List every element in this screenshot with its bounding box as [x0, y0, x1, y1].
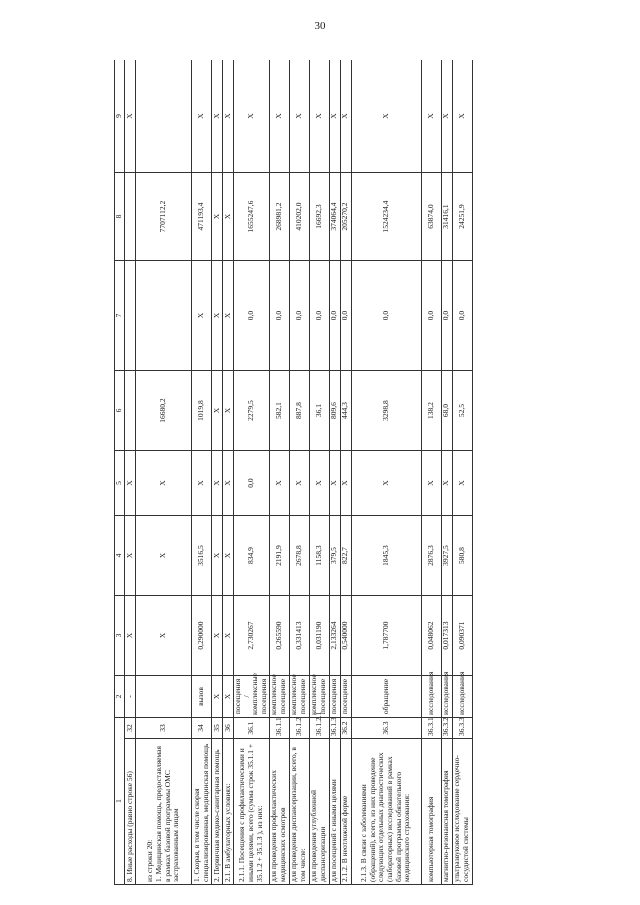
- cell-name: магнитно-резонансная томография: [441, 739, 452, 885]
- cell-c9: X: [212, 60, 223, 173]
- cell-c3: X: [136, 596, 192, 676]
- cell-c8: 7707112,2: [136, 173, 192, 261]
- cell-line: 35: [212, 718, 223, 739]
- cell-unit: вызов: [192, 676, 212, 718]
- table-row: [192, 60, 212, 885]
- cell-c4: X: [223, 516, 234, 596]
- cell-c4: 2678,8: [289, 516, 309, 596]
- cell-c6: 3298,8: [351, 371, 421, 451]
- cost-table: [114, 60, 473, 885]
- cell-c9: X: [329, 60, 340, 173]
- cell-c9: X: [309, 60, 329, 173]
- table-row: [340, 60, 351, 885]
- cell-c9: X: [223, 60, 234, 173]
- cell-line: 36.2: [340, 718, 351, 739]
- cell-c5: X: [125, 451, 136, 516]
- cell-unit: исследования: [441, 676, 452, 718]
- cell-c7: 0,0: [329, 261, 340, 371]
- cell-c8: X: [223, 173, 234, 261]
- cell-c7: 0,0: [309, 261, 329, 371]
- cell-c8: 1655247,6: [234, 173, 270, 261]
- cell-c6: 809,6: [329, 371, 340, 451]
- cell-c6: 52,5: [452, 371, 472, 451]
- table-row: [351, 60, 421, 885]
- cell-c5: X: [340, 451, 351, 516]
- cell-c6: [125, 371, 136, 451]
- cell-c4: 2191,9: [269, 516, 289, 596]
- cell-c5: X: [192, 451, 212, 516]
- cell-c5: X: [309, 451, 329, 516]
- cell-c8: 1524234,4: [351, 173, 421, 261]
- cell-c7: [125, 261, 136, 371]
- table-row: [136, 60, 192, 885]
- header-row: [115, 60, 125, 885]
- cell-line: 36.3.2: [441, 718, 452, 739]
- cell-c8: 24251,9: [452, 173, 472, 261]
- cell-c8: 410202,0: [289, 173, 309, 261]
- cell-line: 33: [136, 718, 192, 739]
- cell-line: 34: [192, 718, 212, 739]
- cell-c9: X: [452, 60, 472, 173]
- cell-name: из строки 20: 1. Медицинская помощь, предоставляемая в рамках базовой программы ОМС застрахованным лицам: [136, 739, 192, 885]
- header-col-4: 4: [115, 516, 125, 596]
- cell-c5: X: [441, 451, 452, 516]
- cell-c4: X: [125, 516, 136, 596]
- cell-c6: X: [212, 371, 223, 451]
- cell-c7: 0,0: [289, 261, 309, 371]
- cell-c9: X: [351, 60, 421, 173]
- cell-c5: X: [452, 451, 472, 516]
- cell-unit: комплексное посещение: [289, 676, 309, 718]
- cell-c7: 0,0: [351, 261, 421, 371]
- cell-name: 2.1.3. В связи с заболеваниями (обращений), всего, из них проведение следующих отдельных диагностических (лабораторных) исследований в рамках базовой программы обязательного медицинского страхования:: [351, 739, 421, 885]
- cell-c5: X: [223, 451, 234, 516]
- cell-c9: X: [421, 60, 441, 173]
- cell-c3: X: [223, 596, 234, 676]
- table-row: [309, 60, 329, 885]
- cell-c7: [136, 261, 192, 371]
- cell-c3: 1,787700: [351, 596, 421, 676]
- cell-c5: X: [269, 451, 289, 516]
- cell-c6: 2279,5: [234, 371, 270, 451]
- cell-c4: 3516,5: [192, 516, 212, 596]
- cell-c4: 1845,3: [351, 516, 421, 596]
- cell-line: 36.3.1: [421, 718, 441, 739]
- cell-c6: 68,0: [441, 371, 452, 451]
- table-row: [269, 60, 289, 885]
- rotated-table-area: [114, 60, 544, 885]
- cell-c6: 444,3: [340, 371, 351, 451]
- cell-c9: [136, 60, 192, 173]
- cell-c4: 834,9: [234, 516, 270, 596]
- cell-c9: X: [269, 60, 289, 173]
- cell-c8: X: [212, 173, 223, 261]
- table-row: [441, 60, 452, 885]
- cell-name: для проведения диспансеризации, всего, в том числе:: [289, 739, 309, 885]
- cell-unit: -: [125, 676, 136, 718]
- cell-c8: 374064,4: [329, 173, 340, 261]
- cell-c3: 2,730267: [234, 596, 270, 676]
- cell-name: 1. Скорая, в том числе скорая специализированная, медицинская помощь: [192, 739, 212, 885]
- cell-c5: 0,0: [234, 451, 270, 516]
- cell-c7: 0,0: [269, 261, 289, 371]
- cell-c3: 0,265590: [269, 596, 289, 676]
- cell-line: 36.1.2.1: [309, 718, 329, 739]
- cell-c6: 1019,8: [192, 371, 212, 451]
- cell-line: 36: [223, 718, 234, 739]
- cell-name: 8. Иные расходы (равно строке 56): [125, 739, 136, 885]
- cell-c9: X: [340, 60, 351, 173]
- cell-c9: X: [125, 60, 136, 173]
- cell-c9: X: [192, 60, 212, 173]
- cell-c4: 1158,3: [309, 516, 329, 596]
- cell-c3: 2,133264: [329, 596, 340, 676]
- cell-c7: X: [212, 261, 223, 371]
- cell-line: 36.1.1: [269, 718, 289, 739]
- table-row: [125, 60, 136, 885]
- cell-c3: X: [212, 596, 223, 676]
- header-col-5: 5: [115, 451, 125, 516]
- cell-c3: X: [125, 596, 136, 676]
- cell-c3: 0,331413: [289, 596, 309, 676]
- cell-c5: X: [212, 451, 223, 516]
- cell-name: ультразвуковое исследование сердечно-сосудистой системы: [452, 739, 472, 885]
- cell-line: 36.3: [351, 718, 421, 739]
- cell-c3: 0,017313: [441, 596, 452, 676]
- cell-c7: 0,0: [421, 261, 441, 371]
- cell-unit: обращение: [351, 676, 421, 718]
- cell-c7: 0,0: [441, 261, 452, 371]
- cell-c8: 471193,4: [192, 173, 212, 261]
- cell-unit: посещения / комплексные посещения: [234, 676, 270, 718]
- cell-c3: 0,540000: [340, 596, 351, 676]
- cell-unit: посещение: [340, 676, 351, 718]
- cell-c7: 0,0: [340, 261, 351, 371]
- cell-c3: 0,031190: [309, 596, 329, 676]
- cell-name: для проведения профилактических медицинских осмотров: [269, 739, 289, 885]
- cell-c4: X: [136, 516, 192, 596]
- header-col-7: 7: [115, 261, 125, 371]
- cell-line: 36.1: [234, 718, 270, 739]
- table-row: [452, 60, 472, 885]
- cell-line: 36.1.3: [329, 718, 340, 739]
- cell-c8: 16692,3: [309, 173, 329, 261]
- cell-unit: [136, 676, 192, 718]
- cell-name: 2.1.1. Посещения с профилактическими и иными целями, всего (сумма строк 35.1.1 + 35.1.2 + 35.1.3 ), из них:: [234, 739, 270, 885]
- cell-c9: X: [441, 60, 452, 173]
- header-col-6: 6: [115, 371, 125, 451]
- table-row: [421, 60, 441, 885]
- cell-c4: 2876,3: [421, 516, 441, 596]
- cell-c8: [125, 173, 136, 261]
- cell-c9: X: [234, 60, 270, 173]
- cell-unit: комплексное посещение: [309, 676, 329, 718]
- header-col-3: 3: [115, 596, 125, 676]
- table-row: [212, 60, 223, 885]
- cell-c5: X: [351, 451, 421, 516]
- table-body: [125, 60, 473, 885]
- cell-c5: X: [329, 451, 340, 516]
- cell-c4: 3927,5: [441, 516, 452, 596]
- cell-name: 2. Первичная медико-санитарная помощь: [212, 739, 223, 885]
- cell-c6: 887,8: [289, 371, 309, 451]
- cell-c6: 138,2: [421, 371, 441, 451]
- table-row: [223, 60, 234, 885]
- cell-c3: 0,290000: [192, 596, 212, 676]
- cell-line: 36.1.2: [289, 718, 309, 739]
- cell-unit: исследования: [421, 676, 441, 718]
- cell-line: 32: [125, 718, 136, 739]
- table-row: [329, 60, 340, 885]
- cell-c6: 16680,2: [136, 371, 192, 451]
- cell-c9: X: [289, 60, 309, 173]
- cell-c7: 0,0: [234, 261, 270, 371]
- cell-unit: комплексное посещение: [269, 676, 289, 718]
- cell-c4: 580,8: [452, 516, 472, 596]
- cell-c8: 63874,0: [421, 173, 441, 261]
- table-row: [234, 60, 270, 885]
- cell-c8: 268981,2: [269, 173, 289, 261]
- cell-c4: 379,5: [329, 516, 340, 596]
- cell-name: компьютерная томография: [421, 739, 441, 885]
- table-row: [289, 60, 309, 885]
- page-number: 30: [314, 20, 326, 32]
- cell-c4: 822,7: [340, 516, 351, 596]
- cell-name: для проведения углубленной диспансеризации: [309, 739, 329, 885]
- cell-unit: X: [212, 676, 223, 718]
- cell-c8: 31416,1: [441, 173, 452, 261]
- cell-c3: 0,090371: [452, 596, 472, 676]
- header-col-9: 9: [115, 60, 125, 173]
- cell-c6: 36,1: [309, 371, 329, 451]
- cell-c8: 205270,2: [340, 173, 351, 261]
- cell-c4: X: [212, 516, 223, 596]
- cell-unit: исследования: [452, 676, 472, 718]
- cell-c5: X: [421, 451, 441, 516]
- cell-c7: 0,0: [452, 261, 472, 371]
- cell-unit: посещения: [329, 676, 340, 718]
- cell-name: 2.1.2. В неотложной форме: [340, 739, 351, 885]
- cell-c6: X: [223, 371, 234, 451]
- cell-name: 2.1. В амбулаторных условиях:: [223, 739, 234, 885]
- cell-c7: X: [223, 261, 234, 371]
- header-col-8: 8: [115, 173, 125, 261]
- header-col-1: 1: [115, 718, 125, 885]
- cell-c6: 582,1: [269, 371, 289, 451]
- cell-c3: 0,048062: [421, 596, 441, 676]
- cell-c7: X: [192, 261, 212, 371]
- cell-unit: X: [223, 676, 234, 718]
- cell-c5: X: [136, 451, 192, 516]
- cell-c5: X: [289, 451, 309, 516]
- cell-line: 36.3.3: [452, 718, 472, 739]
- cell-name: для посещений с иными целями: [329, 739, 340, 885]
- rotated-table-frame: [114, 60, 544, 885]
- header-col-2: 2: [115, 676, 125, 718]
